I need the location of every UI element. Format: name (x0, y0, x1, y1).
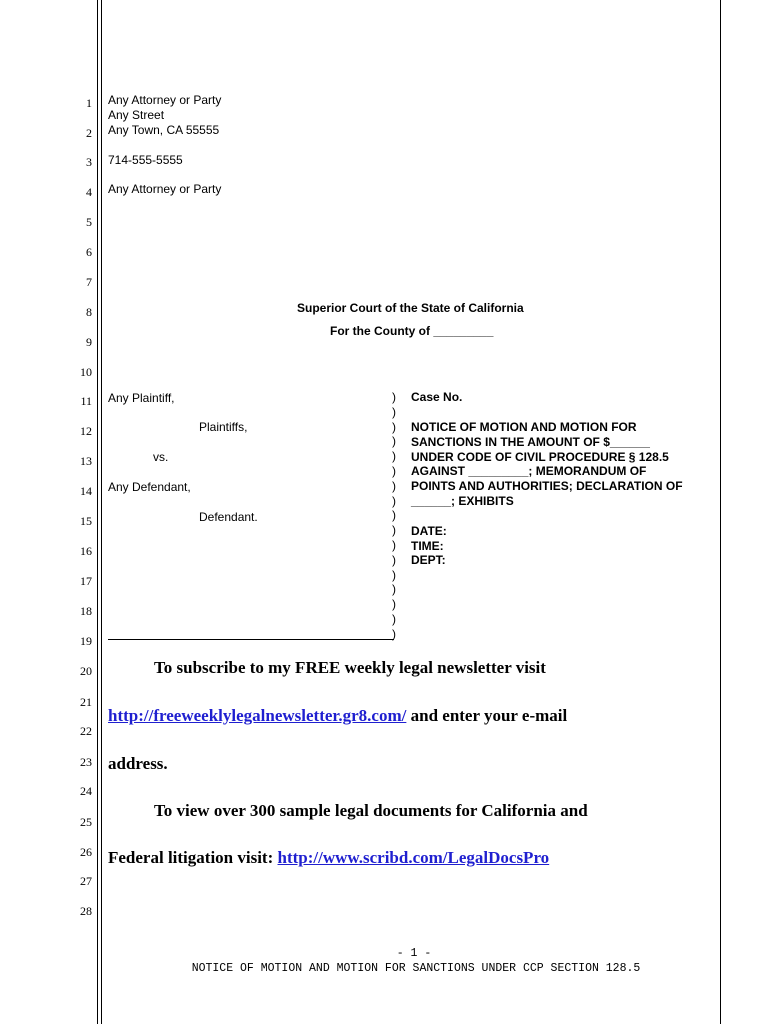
line-number: 4 (86, 185, 92, 199)
caption-paren: ) (392, 552, 396, 567)
caption-paren: ) (392, 493, 396, 508)
document-title-line: AGAINST _________; MEMORANDUM OF (411, 464, 647, 479)
line-number: 5 (86, 215, 92, 229)
line-number: 15 (80, 514, 92, 528)
left-margin-rule-inner (101, 0, 102, 1024)
caption-bottom-rule (108, 639, 394, 640)
attorney-for: Any Attorney or Party (108, 182, 222, 196)
documents-line-2-text: Federal litigation visit: (108, 848, 278, 867)
caption-paren: ) (392, 419, 396, 434)
caption-paren: ) (392, 626, 396, 641)
line-number: 3 (86, 155, 92, 169)
caption-paren: ) (392, 567, 396, 582)
plaintiff-name: Any Plaintiff, (108, 391, 175, 405)
plaintiffs-label: Plaintiffs, (199, 420, 248, 434)
line-number: 28 (80, 904, 92, 918)
line-number: 25 (80, 815, 92, 829)
document-title-line: ______; EXHIBITS (411, 493, 514, 508)
newsletter-line-2 (108, 706, 567, 726)
caption-paren: ) (392, 537, 396, 552)
line-number: 10 (80, 365, 92, 379)
line-number: 18 (80, 604, 92, 618)
caption-paren: ) (392, 523, 396, 538)
line-number: 9 (86, 335, 92, 349)
attorney-street: Any Street (108, 108, 165, 122)
page-number: - 1 - (396, 947, 432, 960)
defendant-label: Defendant. (199, 510, 258, 524)
right-margin-rule (720, 0, 721, 1024)
caption-paren: ) (392, 611, 396, 626)
newsletter-link[interactable]: http://freeweeklylegalnewsletter.gr8.com/ (108, 706, 407, 725)
line-number: 14 (80, 484, 92, 498)
caption-paren: ) (392, 478, 396, 493)
document-title-line: NOTICE OF MOTION AND MOTION FOR (411, 420, 637, 434)
attorney-city: Any Town, CA 55555 (108, 123, 220, 137)
court-name: Superior Court of the State of California (297, 301, 524, 315)
caption-paren: ) (392, 449, 396, 464)
versus-label: vs. (153, 450, 169, 464)
hearing-date-label: DATE: (411, 524, 447, 538)
caption-paren: ) (392, 434, 396, 449)
line-number: 21 (80, 695, 92, 709)
document-title-line: POINTS AND AUTHORITIES; DECLARATION OF (411, 479, 683, 494)
newsletter-line-3: address. (108, 754, 168, 773)
line-number: 26 (80, 845, 92, 859)
line-number: 8 (86, 305, 92, 319)
caption-paren: ) (392, 404, 396, 419)
newsletter-line-1: To subscribe to my FREE weekly legal newsletter visit (154, 658, 546, 677)
line-number: 1 (86, 96, 92, 110)
defendant-name: Any Defendant, (108, 480, 191, 494)
scribd-link[interactable]: http://www.scribd.com/LegalDocsPro (277, 848, 550, 867)
caption-paren: ) (392, 582, 396, 597)
hearing-dept-label: DEPT: (411, 553, 446, 567)
attorney-phone: 714-555-5555 (108, 153, 183, 167)
attorney-name: Any Attorney or Party (108, 93, 222, 107)
line-number: 20 (80, 664, 92, 678)
line-number: 22 (80, 724, 92, 738)
caption-paren: ) (392, 508, 396, 523)
line-number: 19 (80, 634, 92, 648)
line-number: 12 (80, 424, 92, 438)
document-title (411, 420, 711, 509)
documents-line-1: To view over 300 sample legal documents for California and (154, 801, 588, 820)
hearing-time-label: TIME: (411, 539, 444, 553)
line-number: 16 (80, 544, 92, 558)
line-number: 17 (80, 574, 92, 588)
line-number: 2 (86, 126, 92, 140)
document-title-line: UNDER CODE OF CIVIL PROCEDURE § 128.5 (411, 449, 669, 464)
caption-paren-column (392, 390, 402, 642)
case-number-label: Case No. (411, 390, 463, 404)
line-number: 11 (80, 394, 92, 408)
caption-paren: ) (392, 390, 396, 404)
footer-title: NOTICE OF MOTION AND MOTION FOR SANCTIONS UNDER CCP SECTION 128.5 (191, 962, 641, 975)
newsletter-line-2-text: and enter your e-mail (406, 706, 568, 725)
line-number: 6 (86, 245, 92, 259)
caption-paren: ) (392, 463, 396, 478)
line-number: 24 (80, 784, 92, 798)
line-number: 27 (80, 874, 92, 888)
line-number: 7 (86, 275, 92, 289)
line-number: 13 (80, 454, 92, 468)
documents-line-2 (108, 848, 549, 868)
caption-paren: ) (392, 597, 396, 612)
line-number: 23 (80, 755, 92, 769)
court-county: For the County of _________ (330, 324, 494, 338)
left-margin-rule-outer (97, 0, 98, 1024)
document-title-line: SANCTIONS IN THE AMOUNT OF $______ (411, 434, 650, 449)
